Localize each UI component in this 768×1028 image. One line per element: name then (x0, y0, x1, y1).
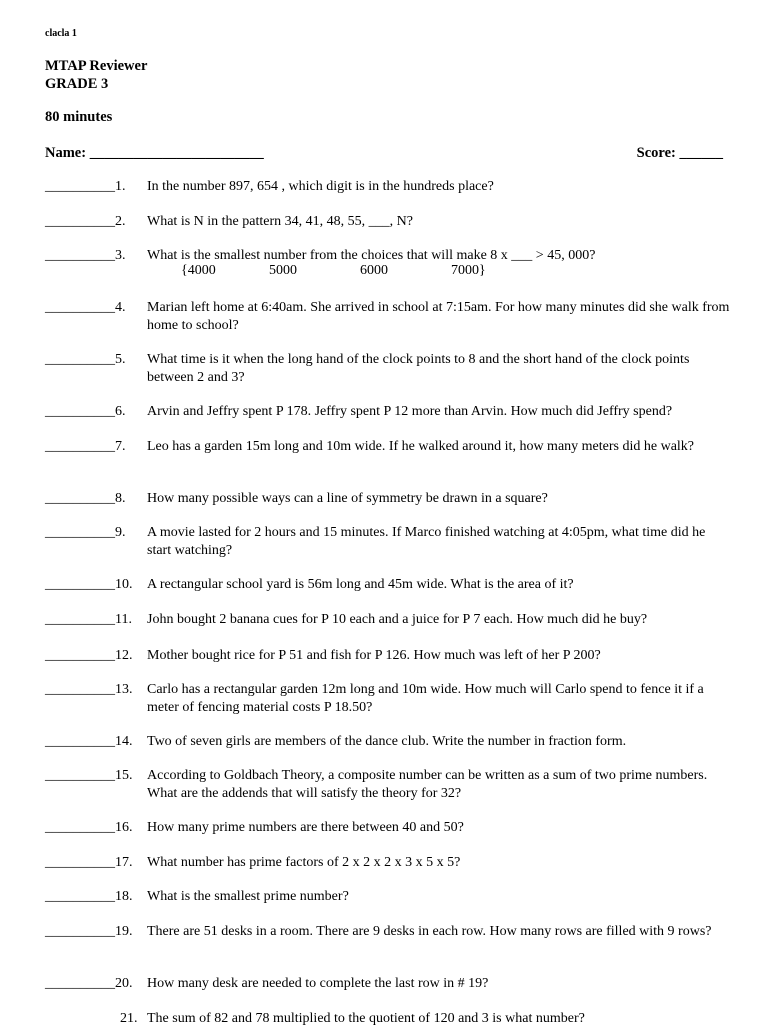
document-title (45, 57, 147, 93)
document-tag: clacla 1 (45, 28, 77, 39)
answer-blank: __________11. (45, 612, 132, 627)
answer-blank: __________5. (45, 352, 126, 367)
question-item (45, 213, 730, 231)
answer-blank: __________16. (45, 820, 133, 835)
answer-blank: __________7. (45, 439, 126, 454)
question-text: Carlo has a rectangular garden 12m long and 10m wide. How much will Carlo spend to fence it if a meter of fencing material costs P 18.50? (147, 682, 704, 715)
question-text: A rectangular school yard is 56m long and 45m wide. What is the area of it? (147, 577, 574, 592)
answer-blank: __________12. (45, 648, 133, 663)
answer-blank: __________8. (45, 491, 126, 506)
answer-blank: __________14. (45, 734, 133, 749)
q3-choices (181, 263, 486, 279)
title-line-1: MTAP Reviewer (45, 58, 148, 74)
answer-blank: __________18. (45, 889, 133, 904)
question-item (45, 975, 730, 993)
question-item (45, 299, 730, 335)
answer-blank: __________10. (45, 577, 133, 592)
question-text: Leo has a garden 15m long and 10m wide. If he walked around it, how many meters did he walk? (147, 439, 695, 454)
duration-label: 80 minutes (45, 109, 113, 125)
question-text: Two of seven girls are members of the dance club. Write the number in fraction form. (147, 734, 627, 749)
question-text: What is the smallest prime number? (147, 889, 349, 904)
question-text: According to Goldbach Theory, a composite number can be written as a sum of two prime numbers. What are the addends that will satisfy the theory for 32? (147, 768, 708, 801)
question-item (45, 888, 730, 906)
answer-blank: __________19. (45, 924, 133, 939)
question-text: The sum of 82 and 78 multiplied to the quotient of 120 and 3 is what number? (147, 1011, 585, 1026)
question-text: There are 51 desks in a room. There are 9 desks in each row. How many rows are filled with 9 rows? (147, 924, 712, 939)
answer-blank: __________4. (45, 300, 126, 315)
question-item (45, 923, 730, 941)
answer-blank: __________13. (45, 682, 133, 697)
question-item (45, 611, 730, 629)
answer-blank: __________17. (45, 855, 133, 870)
answer-blank: __________15. (45, 768, 133, 783)
question-text: What number has prime factors of 2 x 2 x 2 x 3 x 5 x 5? (147, 855, 461, 870)
q3-choice: 6000 (360, 263, 388, 278)
question-item (45, 733, 730, 751)
answer-blank: __________20. (45, 976, 133, 991)
question-text: How many possible ways can a line of symmetry be drawn in a square? (147, 491, 548, 506)
q3-choice: 5000 (269, 263, 297, 278)
question-text: How many prime numbers are there between 40 and 50? (147, 820, 464, 835)
answer-blank: __________3. (45, 248, 126, 263)
question-text: Arvin and Jeffry spent P 178. Jeffry spent P 12 more than Arvin. How much did Jeffry spend? (147, 404, 673, 419)
question-text: A movie lasted for 2 hours and 15 minutes. If Marco finished watching at 4:05pm, what time did he start watching? (147, 525, 706, 558)
title-line-2: GRADE 3 (45, 76, 109, 92)
question-text: Mother bought rice for P 51 and fish for P 126. How much was left of her P 200? (147, 648, 601, 663)
question-item (45, 1010, 730, 1028)
name-field-label: Name: ________________________ (45, 145, 264, 161)
q3-choice: {4000 (181, 263, 216, 278)
question-item (45, 681, 730, 717)
question-item (45, 438, 730, 456)
answer-blank: __________9. (45, 525, 126, 540)
question-item (45, 490, 730, 508)
question-text: What is the smallest number from the choices that will make 8 x ___ > 45, 000? (147, 248, 596, 263)
answer-blank: 21. (120, 1011, 138, 1026)
question-item (45, 854, 730, 872)
score-field-label: Score: ______ (636, 145, 723, 161)
question-text: In the number 897, 654 , which digit is in the hundreds place? (147, 179, 494, 194)
answer-blank: __________6. (45, 404, 126, 419)
question-item (45, 403, 730, 421)
question-item (45, 524, 730, 560)
q3-choice: 7000} (451, 263, 486, 278)
question-item (45, 178, 730, 196)
question-text: What is N in the pattern 34, 41, 48, 55, ___, N? (147, 214, 413, 229)
question-item (45, 351, 730, 387)
question-text: John bought 2 banana cues for P 10 each and a juice for P 7 each. How much did he buy? (147, 612, 648, 627)
question-text: Marian left home at 6:40am. She arrived in school at 7:15am. For how many minutes did she walk from home to school? (147, 300, 730, 333)
question-item (45, 767, 730, 803)
question-text: What time is it when the long hand of the clock points to 8 and the short hand of the clock points between 2 and 3? (147, 352, 690, 385)
answer-blank: __________1. (45, 179, 126, 194)
answer-blank: __________2. (45, 214, 126, 229)
question-text: How many desk are needed to complete the last row in # 19? (147, 976, 489, 991)
question-item (45, 647, 730, 665)
question-item (45, 576, 730, 594)
question-item (45, 819, 730, 837)
